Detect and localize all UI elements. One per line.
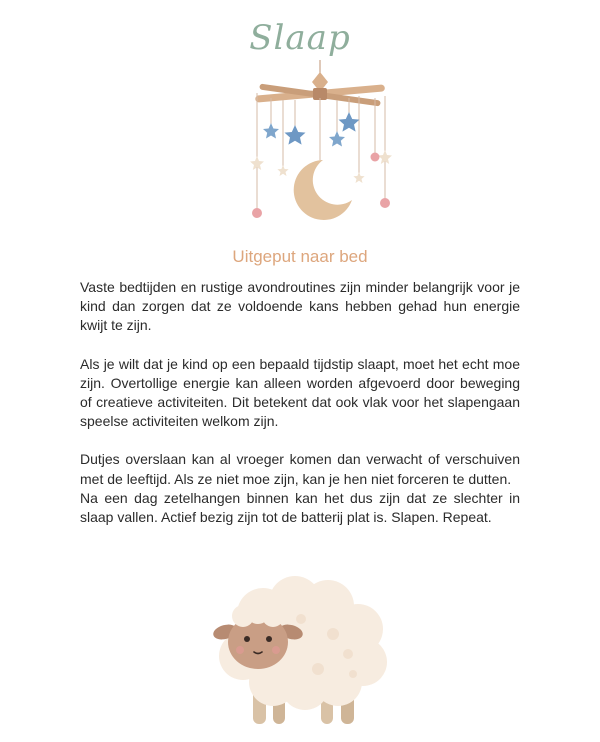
baby-mobile-icon [235, 60, 405, 230]
paragraph: Als je wilt dat je kind op een bepaald tijdstip slaapt, moet het echt moe zijn. Overtollige energie kan alleen worden afgevoerd door beweging of creatieve activiteiten. Dit betekent dat ook vlak voor het slapengaan speelse activiteiten welkom zijn. [80, 355, 520, 430]
paragraph: Na een dag zetelhangen binnen kan het dus zijn dat ze slechter in slaap vallen. Actief bezig zijn tot de batterij plat is. Slapen. Repeat. [80, 489, 520, 526]
body-text [80, 278, 520, 527]
paragraph: Vaste bedtijden en rustige avondroutines zijn minder belangrijk voor je kind dan zorgen dat ze voldoende kans hebben gehad hun energie kwijt te zijn. [80, 279, 520, 334]
page-title: Slaap [249, 18, 351, 58]
sheep-icon [213, 574, 388, 729]
paragraph: Dutjes overslaan kan al vroeger komen dan verwacht of verschuiven met de leeftijd. Als ze niet moe zijn, kan je hen niet forceren te dutten. [80, 451, 520, 487]
section-subtitle: Uitgeput naar bed [232, 247, 368, 266]
